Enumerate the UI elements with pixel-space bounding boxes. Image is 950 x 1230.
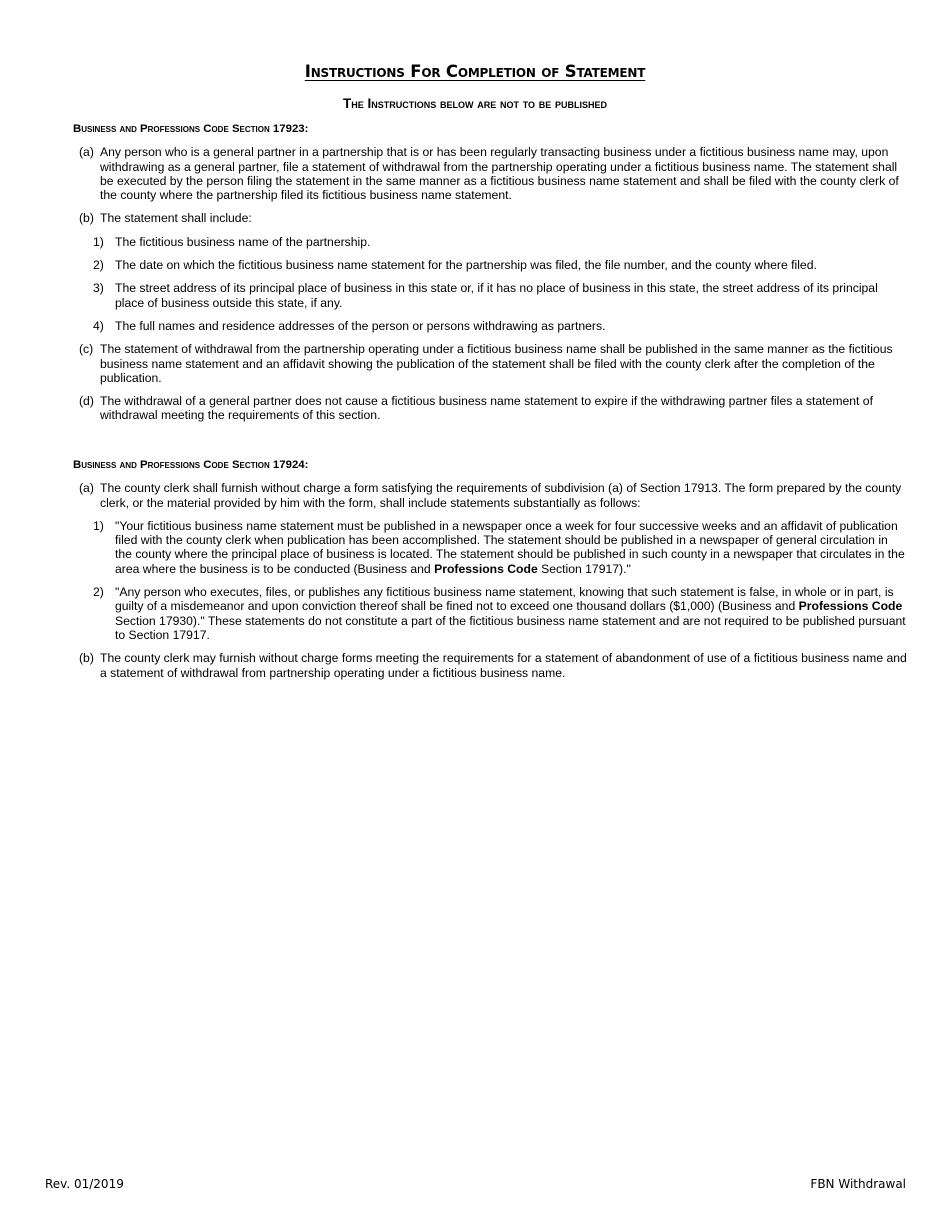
item-text: The withdrawal of a general partner does not cause a fictitious business name statement to expire if the withdrawing partner files a statement of withdrawal meeting the requirements of this section. [100,394,873,423]
page-title: Instructions For Completion of Statement [304,62,646,81]
section-17923 [73,122,908,432]
sub-item-text-start: "Your fictitious business name statement must be published in a newspaper once a week for four successive weeks and an affidavit of publication filed with the county clerk when publication has been accomplished. The statement should be published in a newspaper of general circulation in the county where the principal place of business is located. The statement should be published in such county in a newspaper that circulates in the area where the business is to be conducted (Business and [115,518,905,576]
paragraph-a [73,145,908,202]
item-label: (b) [79,651,94,666]
paragraph-d [73,394,908,423]
sub-item-label: 2) [93,585,104,600]
paragraph-c [73,342,908,385]
sub-item-label: 1) [93,234,104,249]
item-label: (d) [79,394,94,409]
item-text: The county clerk may furnish without charge forms meeting the requirements for a statement of abandonment of use of a fictitious business name and a statement of withdrawal from partnership operating under a fictitious business name. [100,651,907,680]
sub-item-text: The full names and residence addresses of the person or persons withdrawing as partners. [115,318,606,333]
item-text: Any person who is a general partner in a partnership that is or has been regularly transacting business under a fictitious business name may, upon withdrawing as a general partner, file a statement of withdrawal from the partnership operating under a fictitious business name. The statement shall be executed by the person filing the statement in the same manner as a fictitious business name statement and shall be filed with the county clerk of the county where the partnership filed its fictitious business name statement. [100,145,899,203]
section-heading: Business and Professions Code Section 17923: [73,123,309,135]
form-name: FBN Withdrawal [810,1177,906,1191]
item-label: (c) [79,342,94,357]
sub-item-2 [73,585,908,642]
sub-item-text-start: "Any person who executes, files, or publishes any fictitious business name statement, knowing that such statement is false, in whole or in part, is guilty of a misdemeanor and upon conviction thereof shall be fined not to exceed one thousand dollars ($1,000) (Business and [115,585,894,614]
sub-item-label: 3) [93,281,104,296]
sub-item-text: The fictitious business name of the partnership. [115,234,371,249]
sub-item-text-end: Section 17917)." [537,561,631,576]
paragraph-b [73,211,908,225]
sub-item-1 [73,235,908,249]
sub-item-bold-text: Professions Code [798,599,903,614]
section-17924 [73,458,908,689]
sub-item-bold-text: Professions Code [434,561,538,576]
item-label: (b) [79,211,94,226]
paragraph-a [73,481,908,510]
sub-item-text: The street address of its principal place of business in this state or, if it has no place of business in this state, the street address of its principal place of business outside this state, if any. [115,281,878,310]
item-label: (a) [79,145,94,160]
sub-item-label: 2) [93,258,104,273]
sub-item-4 [73,319,908,333]
sub-item-3 [73,281,908,310]
sub-item-label: 4) [93,318,104,333]
page-subtitle: The Instructions below are not to be published [342,96,608,111]
paragraph-b [73,651,908,680]
section-heading: Business and Professions Code Section 17924: [73,459,309,471]
revision-date: Rev. 01/2019 [45,1177,124,1191]
sub-item-2 [73,258,908,272]
item-label: (a) [79,481,94,496]
item-text: The statement of withdrawal from the partnership operating under a fictitious business name shall be published in the same manner as the fictitious business name statement and an affidavit showing the publication of the statement shall be filed with the county clerk after the completion of the publication. [100,342,893,385]
sub-item-label: 1) [93,518,104,533]
item-text: The statement shall include: [100,211,252,226]
sub-item-text-end: Section 17930)." These statements do not constitute a part of the fictitious business name statement and are not required to be published pursuant to Section 17917. [115,613,906,642]
item-text: The county clerk shall furnish without charge a form satisfying the requirements of subdivision (a) of Section 17913. The form prepared by the county clerk, or the material provided by him with the form, shall include statements substantially as follows: [100,481,902,510]
sub-item-1 [73,519,908,576]
sub-item-text: The date on which the fictitious business name statement for the partnership was filed, the file number, and the county where filed. [115,258,817,273]
